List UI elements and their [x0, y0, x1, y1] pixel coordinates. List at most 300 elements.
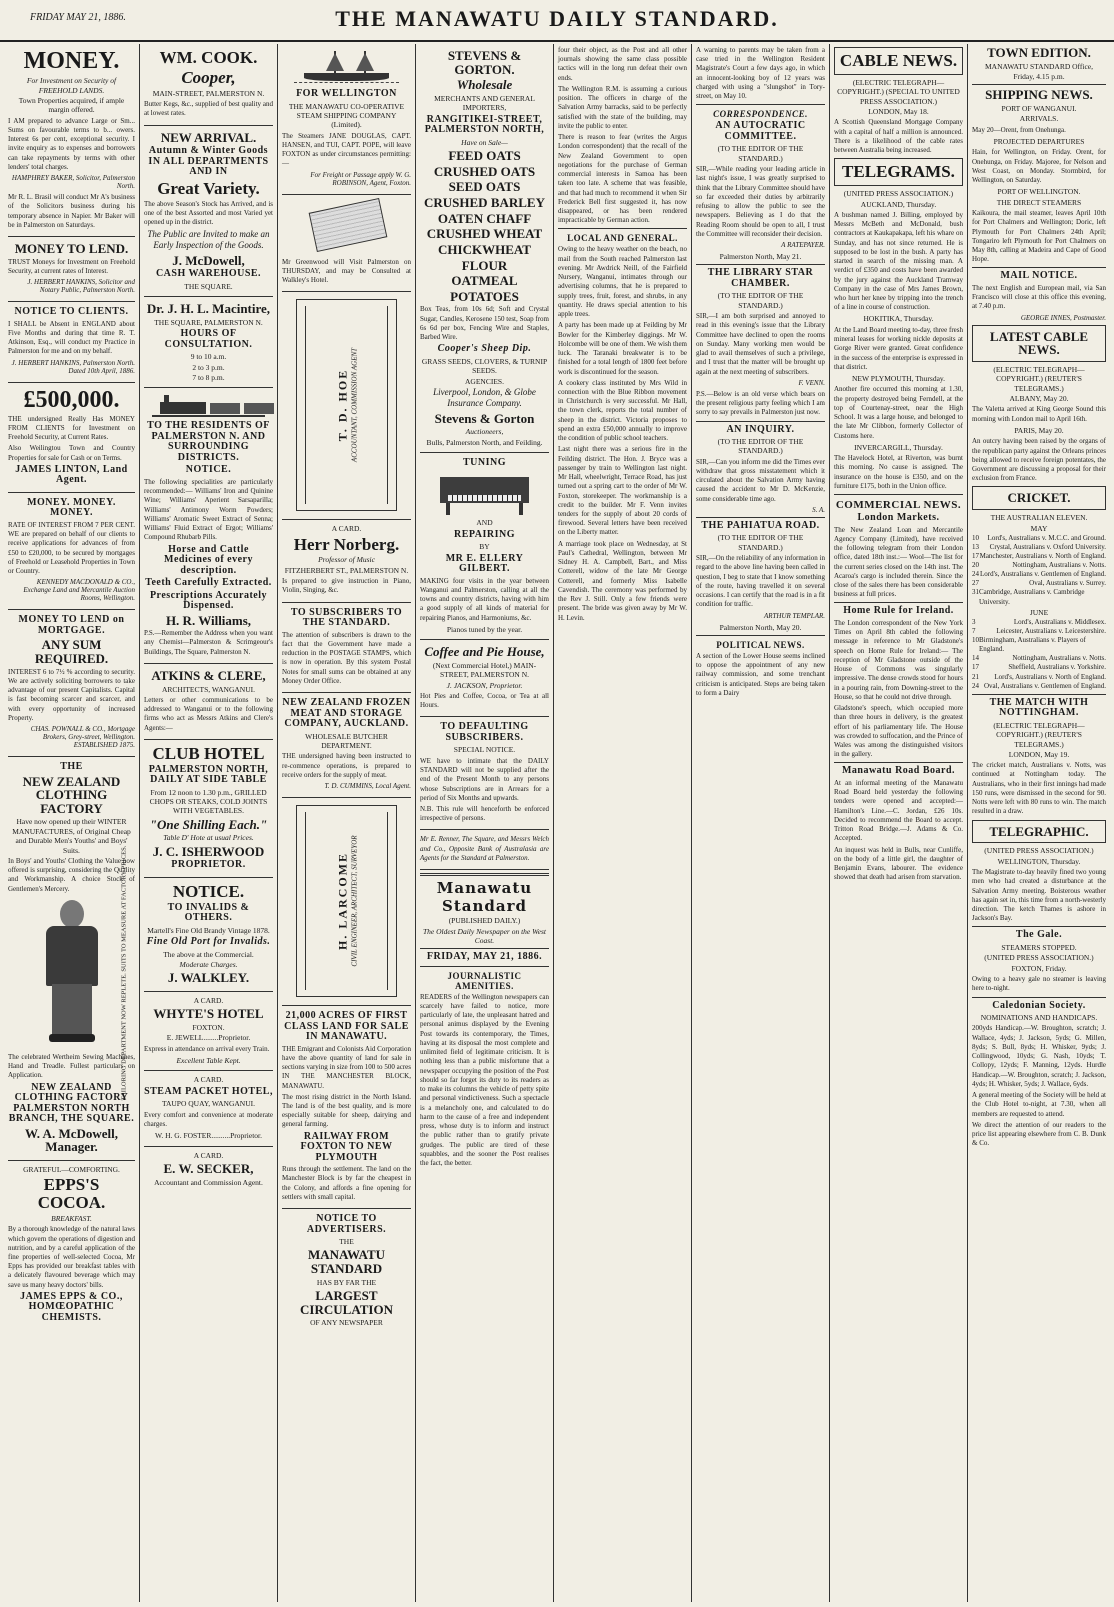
norberg-addr: FITZHERBERT ST., PALMERSTON N.	[284, 565, 409, 575]
cricket-heading: CRICKET.	[1007, 490, 1071, 506]
sum-heading: ANY SUM REQUIRED.	[34, 637, 109, 666]
sg-heading: STEVENS & GORTON.	[447, 48, 522, 77]
vertical-card-1	[296, 299, 397, 511]
atkins-sub: ARCHITECTS, WANGANUI.	[162, 684, 255, 694]
auckland-date: AUCKLAND, Thursday.	[860, 199, 937, 209]
adv-name: MANAWATU STANDARD	[307, 1247, 386, 1277]
clothing-the: THE	[60, 761, 83, 773]
road-board-body: At an informal meeting of the Manawatu Road Board held yesterday the following tenders were opened and accepted:— Hamilton's Line.—C. Jordan, £26 10s. Decided to recommend the Board to accept. Tritton Road Bridge.—J. Adams & Co. Accepted.	[834, 778, 963, 843]
ad-coffee-pie	[420, 640, 549, 717]
cook-addr: MAIN-STREET, PALMERSTON N.	[152, 88, 265, 98]
invercargill-body: The Havelock Hotel, at Riverton, was burnt this morning. No cause is assigned. The insurance on the house is £350, and on the furniture £175, both in the Union office.	[834, 454, 963, 490]
card-label-4: A CARD.	[331, 524, 362, 534]
direct-body: Kaikoura, the mail steamer, leaves April 10th for Port Chalmers and Wellington; Doric, left Plymouth for Port Chalmers 24th April; Tongariro left Plymouth for Port Chalmers on May 8th, calling at Madeira and Cape of Good Hope.	[972, 209, 1106, 264]
nz-sign: T. D. CUMMINS, Local Agent.	[324, 782, 411, 791]
adv-heading: NOTICE TO ADVERTISERS.	[306, 1213, 387, 1235]
fixture-row: 24 Oval, Australians v. Gentlemen of England.	[972, 681, 1106, 690]
clothing-side-text: TAILORING DEPARTMENT NOW REPLETE. SUITS TO MEASURE AT FACTORY PRICES.	[120, 846, 128, 1101]
cook-name: WM. COOK.	[159, 48, 258, 67]
norberg-body: Is prepared to give instruction in Piano, Violin, Singing, &c.	[282, 577, 411, 595]
whytes-heading: WHYTE'S HOTEL	[153, 1006, 264, 1022]
mmm-heading: MONEY. MONEY. MONEY.	[27, 496, 116, 519]
gale-date: FOXTON, Friday.	[1011, 963, 1067, 973]
coffee-sub: (Next Commercial Hotel,) MAIN-STREET, PALMERSTON N.	[432, 660, 537, 680]
pahiatua-date: Palmerston North, May 20.	[719, 622, 802, 632]
auction-sub: Auctioneers,	[465, 427, 504, 437]
arrivals-body: May 20—Orent, from Onehunga.	[972, 125, 1066, 134]
clothing-body: In Boys' and Youths' Clothing the Value now offered is surprising, considering the Quality and Workmanship. A choice Stock of Gentlemen's Mercery.	[8, 856, 135, 893]
cable-sub: (ELECTRIC TELEGRAPH—COPYRIGHT.) (SPECIAL TO UNITED PRESS ASSOCIATION.)	[837, 77, 960, 106]
editorial-continued: four their object, as the Post and all other journals showing the same class possible tactics will in the long run defeat their own ends.	[558, 46, 687, 82]
arrival-big: Great Variety.	[157, 178, 260, 198]
home-rule-body: The London correspondent of the New York Times on April 8th cabled the following message in reference to Mr Gladstone's speech on Home Rule for Ireland:— The reception of Mr Gladstone outside of the House of Commons was singularly impressive. The dense crowds stood for hours in a pouring rain, from Downing-street to the House, so that he could not drive through.	[834, 618, 963, 701]
local-body-3: A cookery class instituted by Mrs Wild in connection with the Blue Ribbon movement in Christchurch is very successful. Mr Hall, the town clerk, reports the total number of sheep in the district. Victoria proposes to spend an extra £50,000 annually to improve the condition of public school teachers.	[558, 378, 687, 443]
new-plymouth-date: NEW PLYMOUTH, Thursday.	[851, 374, 946, 383]
big-body: THE undersigned Really Has MONEY FROM CLIENTS for Investment on Freehold Security, at Current Rates.	[8, 414, 135, 442]
tuning-by: BY	[479, 542, 490, 552]
home-rule-heading: Home Rule for Ireland.	[843, 605, 954, 617]
local-body-2: A party has been made up at Feilding by Mr Bowler for the Kimberley diggings. Mr W. Holcombe will be one of them. We wish them luck. The Taranaki breakwater is to be finished for a total length of 1800 feet before work is discontinued for the season.	[558, 321, 687, 376]
sg-item: FLOUR	[461, 257, 508, 273]
arrivals-label: ARRIVALS.	[1019, 114, 1059, 124]
rail-body: Runs through the settlement. The land on the Manchester Block is by far the cheapest in the Colony, and affords a fine opening for settlers with small capital.	[282, 1165, 411, 1201]
atkins-body: Letters or other communications to be addressed to Wanganui or to the following firms who act as Messrs Atkins and Clere's Agents:—	[144, 695, 273, 732]
ad-wm-cook	[144, 44, 273, 126]
residents-heading: TO THE RESIDENTS OF PALMERSTON N. AND SURROUNDING DISTRICTS.	[147, 420, 270, 463]
liverpool: Liverpool, London, & Globe Insurance Company.	[433, 387, 536, 409]
inquiry-sign: S. A.	[812, 505, 825, 514]
defaulting-nb: N.B. This rule will henceforth be enforced irrespective of persons.	[420, 804, 549, 823]
gilbert-body: MAKING four visits in the year between Wanganui and Palmerston, calling at all the towns and country districts, having with him a good supply of all kinds of material for repairing Pianos, and Harmoniums, &c.	[420, 576, 549, 622]
label-illustration	[282, 201, 411, 255]
fixture-row: 7 Leicester, Australians v. Leicestershire.	[972, 627, 1106, 636]
cable-news-box	[834, 47, 963, 75]
repairing-heading: REPAIRING	[454, 528, 515, 540]
local-body-5: A marriage took place on Wednesday, at St Paul's Cathedral, Wellington, between Mr Sidney H. A. Campbell, Bart., and Miss Cotterell, widow of the late Mr George Cotterell, and formerly Miss Isabelle Cavendish. The ceremony was performed by the Rev J. Still. Only a few friends were present. The bride was given away by Mr W. H. Levin.	[558, 539, 687, 622]
sg-sub-2: MERCHANTS AND GENERAL IMPORTERS,	[434, 93, 535, 113]
ad-greenwood	[282, 195, 411, 293]
club-sub: PALMERSTON NORTH, DAILY AT SIDE TABLE	[148, 763, 269, 786]
gilbert-body-2: Pianos tuned by the year.	[446, 624, 523, 634]
albany-body: The Valetta arrived at King George Sound this morning with London mail to April 16th.	[972, 405, 1106, 423]
sg-item: CRUSHED BARLEY	[424, 194, 545, 210]
gale-heading: The Gale.	[1015, 929, 1063, 941]
ad-secker	[144, 1147, 273, 1192]
invalids-body-2: The above at the Commercial.	[163, 949, 254, 959]
adv-big: LARGEST CIRCULATION	[300, 1288, 393, 1317]
ad-frozen-meat	[282, 693, 411, 798]
sg-item: POTATOES	[450, 288, 519, 304]
telegraphic-sub: (UNITED PRESS ASSOCIATION.)	[984, 846, 1094, 856]
telegrams-body: A bushman named J. Billing, employed by Messrs McBeth and McDonald, bush contractors at Kaukapakapa, left his whare on Sunday, and has not since returned. He is supposed to be lost in the bush. A party has started in search of the missing man. A verdict of £350 and costs have been awarded by the jury against the Auckland Tramway Company in the case of Mrs James Brown, who hurt her knee by tripping into the trench of a line in course of construction.	[834, 210, 963, 312]
epps-body: By a thorough knowledge of the natural laws which govern the operations of digestion and nutrition, and by a careful application of the fine properties of well-selected Cocoa, Mr Epps has provided our breakfast tables with a delicately flavoured beverage which may save us many heavy doctors' bills.	[8, 1225, 135, 1289]
steam-prop: W. H. G. FOSTER..........Proprietor.	[154, 1131, 263, 1141]
journal-heading: JOURNALISTIC AMENITIES.	[447, 970, 522, 991]
caledonian-sub: NOMINATIONS AND HANDICAPS.	[980, 1013, 1098, 1023]
epps-heading: EPPS'S COCOA.	[37, 1175, 106, 1213]
club-heading: CLUB HOTEL	[152, 743, 265, 763]
clients-body: I SHALL be Absent in ENGLAND about Five Months and during that time R. T. Atkinson, Esq., will conduct my Practice in Palmerston for me and on my behalf.	[8, 319, 135, 356]
gale-body: Owing to a heavy gale no steamer is leaving here to-night.	[972, 975, 1106, 993]
ad-norberg	[282, 520, 411, 602]
column-2	[140, 44, 278, 1602]
political-body: A section of the Lower House seems inclined to oppose the appointment of any new railway commission, and some trenchant criticism is anticipated. Steps are being taken to form a Dairy	[696, 651, 825, 697]
invalids-body: Martell's Fine Old Brandy Vintage 1878.	[147, 925, 270, 935]
paris-date: PARIS, May 20.	[1014, 425, 1064, 435]
ad-invalids	[144, 878, 273, 992]
greenwood-body: Mr Greenwood will Visit Palmerston on THURSDAY, and may be Consulted at Walkley's Hotel.	[282, 257, 411, 285]
column-8	[968, 44, 1110, 1602]
telegrams-heading: TELEGRAMS.	[842, 162, 955, 182]
invercargill-date: INVERCARGILL, Thursday.	[854, 442, 943, 452]
sg-sub: Wholesale	[456, 77, 513, 93]
ad-macintire	[144, 297, 273, 388]
pahiatua-body: SIR,—On the reliability of any information in regard to the above line having been called in question, I beg to state that I know something of the route, having travelled it on several occasions. I can certify that the road is in a fit condition for traffic.	[696, 554, 825, 609]
vcard1-name: T. D. HOE	[335, 369, 349, 442]
clothing-body-2: The celebrated Wertheim Sewing Machines, Hand and Treadle. Fullest particulars on Application.	[8, 1052, 135, 1080]
departures-body: Hain, for Wellington, on Friday. Orent, for Onehunga, on Friday. Majoree, for Nelson and West Coast, on Monday. Stormbird, for Wellington, on Saturday.	[972, 148, 1106, 185]
telegrams-sub: (UNITED PRESS ASSOCIATION.)	[843, 189, 954, 199]
sheep-sub: GRASS SEEDS, CLOVERS, & TURNIP SEEDS.	[421, 356, 548, 376]
masthead	[0, 0, 1114, 42]
telegraphic-box	[972, 820, 1106, 844]
ad-subscribers	[282, 603, 411, 693]
steam-heading: STEAM PACKET HOTEL,	[144, 1085, 273, 1097]
coop-body: THE MANAWATU CO-OPERATIVE STEAM SHIPPING COMPANY (Limited).	[288, 101, 405, 130]
coffee-heading: Coffee and Pie House,	[424, 644, 545, 660]
library-to: (TO THE EDITOR OF THE STANDARD.)	[717, 291, 804, 310]
caledonian-body-2: A general meeting of the Society will be held at the Club Hotel to-night, at 7.30, when all members are requested to attend.	[972, 1091, 1106, 1118]
fixture-row: 20 Nottingham, Australians v. Notts.	[972, 561, 1106, 570]
vcard1-sub: ACCOUNTANT, COMMISSION AGENT	[350, 348, 358, 463]
inquest-body: An inquest was held in Bulls, near Cunliffe, on the body of a little girl, the daughter of Benjamin Evans, labourer. The evidence showed that death had arisen from starvation.	[834, 845, 963, 882]
whytes-sub: FOXTON.	[192, 1023, 225, 1033]
hokitika-date: HOKITIKA, Thursday.	[863, 314, 934, 324]
residents-body: The following specialities are particularly recommended:— Williams' Iron and Quinine Wine; Williams' Aperient Sarsaparilla; Williams' Antimony Worm Powders; Williams' Aromatic Sweet Extract of Senna; Williams' Fluid Extract of Ergot; Williams' Compound Rhubarb Pills.	[144, 477, 273, 542]
pahiatua-to: (TO THE EDITOR OF THE STANDARD.)	[717, 533, 804, 552]
residents-notice: NOTICE.	[185, 464, 232, 476]
may-label: MAY	[1030, 523, 1048, 533]
match-body: The cricket match, Australians v. Notts, was continued at Nottingham today. The Australians, who in their first innings had made 150 runs, were dismissed in the second for 90. Notts were left with 80 runs to win. The match resulted in a draw.	[972, 761, 1106, 816]
coop-agent: For Freight or Passage apply W. G. ROBINSON, Agent, Foxton.	[310, 170, 411, 187]
subs-heading: TO SUBSCRIBERS TO THE STANDARD.	[290, 606, 403, 629]
mmm-body: RATE OF INTEREST FROM 7 PER CENT. WE are prepared on behalf of our clients to receive applications for advances of from £50 to £20,000, to be secured by mortgages of Freehold or Leasehold Properties in Town or Country.	[8, 520, 135, 576]
gladstone-body: Gladstone's speech, which occupied more than three hours in delivery, is the greatest effort of his parliamentary life. The House was crowded to suffocation, and the Prince of Wales was among the distinguished visitors in the gallery.	[834, 704, 963, 759]
mcdowell-sub: CASH WAREHOUSE.	[155, 268, 262, 280]
walkley-name: J. WALKLEY.	[167, 970, 250, 986]
macintire-name: Dr. J. H. L. Macintire,	[146, 301, 271, 317]
steam-body: Every comfort and convenience at moderate charges.	[144, 1110, 273, 1128]
steamer-illustration	[294, 49, 399, 87]
june-label: JUNE	[1029, 607, 1049, 617]
mail-body: The next English and European mail, via San Francisco will close at this office this evening, at 7.40 p.m.	[972, 283, 1106, 311]
shipping-heading: SHIPPING NEWS.	[985, 87, 1093, 103]
new-plymouth-body: Another fire occurred this morning at 1.30, the property destroyed being Ferndell, at the top of Courtenay-street, near the High School. It was a large house, and belonged to the late Mr Clibbon, formerly Collector of Customs here.	[834, 385, 963, 440]
arrival-body: The above Season's Stock has Arrived, and is one of the best Assorted and most Varied yet opened up in the district.	[144, 199, 273, 226]
ad-clothing-factory	[8, 757, 135, 1161]
whytes-prop: E. JEWELL........Proprietor.	[166, 1033, 251, 1043]
gale-sub: STEAMERS STOPPED.	[1001, 942, 1077, 952]
agent-note	[420, 830, 549, 870]
pahiatua-heading: THE PAHIATUA ROAD.	[701, 519, 820, 531]
fixtures-june	[972, 618, 1106, 691]
sg-item: CRUSHED WHEAT	[426, 226, 543, 242]
departures-label: PROJECTED DEPARTURES	[993, 137, 1085, 147]
tuning-heading: TUNING	[462, 456, 506, 468]
macintire-h2: 2 to 3 p.m.	[192, 362, 225, 372]
masthead-title: THE MANAWATU DAILY STANDARD.	[335, 6, 779, 31]
norberg-heading: Herr Norberg.	[293, 534, 400, 554]
correspondence-heading: CORRESPONDENCE.	[713, 109, 808, 120]
column-3	[278, 44, 416, 1602]
invalids-moderate: Moderate Charges.	[179, 960, 238, 970]
agent-note-text: Mr E. Renner, The Square, and Messrs Welch and Co., Opposite Bank of Australasia are Agents for the Standard at Palmerston.	[420, 835, 549, 862]
nz-heading: NEW ZEALAND FROZEN MEAT AND STORAGE COMPANY, AUCKLAND.	[282, 697, 411, 730]
sg-item: CHICKWHEAT	[438, 241, 531, 257]
tuning-and: AND	[476, 518, 493, 528]
latest-cable-box	[972, 325, 1106, 362]
sum-sign: CHAS. POWNALL & CO., Mortgage Brokers, Grey-street, Wellington. ESTABLISHED 1875.	[30, 725, 135, 750]
sheep-heading: Cooper's Sheep Dip.	[437, 343, 532, 355]
arrival-sub: Autumn & Winter Goods IN ALL DEPARTMENTS AND IN	[148, 145, 269, 178]
commercial-heading: COMMERCIAL NEWS.	[835, 499, 962, 512]
cook-body: Butter Kegs, &c., supplied of best quality and at lowest rates.	[144, 100, 273, 118]
rail-heading: RAILWAY FROM FOXTON TO NEW PLYMOUTH	[300, 1130, 393, 1163]
autocratic-date: Palmerston North, May 21.	[719, 252, 802, 262]
money-sign: HAMPHREY BAKER, Solicitor, Palmerston North.	[11, 174, 135, 191]
ad-whytes-hotel	[144, 992, 273, 1071]
fixture-row: 24 Lord's, Australians v. Gentlemen of England.	[972, 570, 1106, 579]
cable-heading: CABLE NEWS.	[839, 51, 958, 70]
fixture-row: 10 Lord's, Australians v. M.C.C. and Ground.	[972, 533, 1106, 542]
sg-have: Have on Sale—	[461, 137, 508, 147]
nz-body: THE undersigned having been instructed to re-commence operations, is prepared to receive orders for the supply of meat.	[282, 752, 411, 779]
invalids-port: Fine Old Port for Invalids.	[146, 936, 271, 948]
ad-notice-clients	[8, 302, 135, 382]
clothing-heading: NEW ZEALAND CLOTHING FACTORY	[22, 773, 121, 816]
fixtures-may	[972, 534, 1106, 607]
cable-london-date: LONDON, May 18.	[868, 106, 929, 116]
isherwood-sub: PROPRIETOR.	[171, 859, 246, 871]
big-body-2: Also Weilingtou Town and Country Properties for sale for Cash or on Terms.	[8, 444, 135, 462]
fixture-row: 3 Lord's, Australians v. Middlesex.	[972, 618, 1106, 626]
paper-oldest: The Oldest Daily Newspaper on the West Coast.	[422, 926, 547, 945]
ad-epps-cocoa	[8, 1161, 135, 1330]
big-heading: £500,000.	[23, 386, 120, 413]
clothing-manager: W. A. McDowell, Manager.	[24, 1125, 119, 1155]
sg-item: OATEN CHAFF	[437, 210, 532, 226]
williams-ps: P.S.—Remember the Address when you want any Chemist—Palmerston & Scrimgeour's Buildings, The Square, Palmerston N.	[144, 629, 273, 656]
ad-vcard-2	[282, 798, 411, 1006]
ad-vcard-1	[282, 292, 411, 520]
autocratic-sign: A RATEPAYER.	[781, 241, 825, 250]
paper-name: Manawatu Standard	[436, 879, 533, 916]
card-label-2: A CARD.	[193, 1075, 224, 1085]
fixture-row: 27 Oval, Australians v. Surrey.	[972, 579, 1106, 588]
defaulting-body: WE have to intimate that the DAILY STANDARD will not be supplied after the end of the Present Month to any persons whose Subscriptions are in Arrears for a period of Six Months and upwards.	[420, 756, 549, 802]
cricket-sub: THE AUSTRALIAN ELEVEN.	[990, 513, 1088, 523]
paper-date: FRIDAY, MAY 21, 1886.	[426, 951, 543, 963]
fixture-row: 31 Cambridge, Australians v. Cambridge University.	[972, 588, 1085, 606]
sg-addr: RANGITIKEI-STREET, PALMERSTON NORTH,	[424, 113, 545, 136]
latest-cable-sub: (ELECTRIC TELEGRAPH—COPYRIGHT.) (REUTER'S TELEGRAMS.)	[993, 364, 1085, 393]
sg-item: OATMEAL	[451, 273, 518, 289]
clothing-sub: Have now opened up their WINTER MANUFACTURES, of Original Cheap and Durable Men's Youths' and Boys' Suits.	[12, 817, 131, 855]
ad-club-hotel	[144, 740, 273, 878]
piano-illustration	[440, 471, 529, 515]
ad-500000	[8, 383, 135, 493]
invalids-heading: TO INVALIDS & OTHERS.	[167, 901, 250, 924]
ad-money-money	[8, 493, 135, 610]
clothing-sign: NEW ZEALAND CLOTHING FACTORY PALMERSTON NORTH BRANCH, THE SQUARE.	[8, 1081, 135, 1125]
isherwood-name: J. C. ISHERWOOD	[152, 843, 265, 859]
epps-sub: BREAKFAST.	[51, 1213, 92, 1223]
inquiry-heading: AN INQUIRY.	[726, 423, 795, 435]
port-wellington: PORT OF WELLINGTON.	[997, 187, 1081, 197]
adv-the: THE	[339, 1237, 354, 1247]
column-4	[416, 44, 554, 1602]
caledonian-body: 200yds Handicap.—W. Broughton, scratch; J. Wallace, 4yds; J. Jackson, 5yds; G. Millen, 8yds; S. Bull, 8yds; H. Whisker, 9yds; J. Collingwood, 10yds; G. Nash, 10yds; T. Collopy, 12yds; F. Manning, 12yds. Hurdle Handicap.—W. Broughton, scratch; J. Jackson, 4yds; H. Whisker, 5yds; J. Wallace, 6yds.	[972, 1024, 1106, 1088]
club-shilling: "One Shilling Each."	[149, 816, 268, 832]
autocratic-heading: AN AUTOCRATIC COMMITTEE.	[715, 120, 806, 142]
library-body: SIR,—I am both surprised and annoyed to read in this evening's issue that the Library Committee have declined to open the rooms on Sunday. Many working men would be glad to avail themselves of such a privilege, and I trust that the matter will be brought up again at the next meeting of subscribers.	[696, 312, 825, 376]
caledonian-heading: Caledonian Society.	[992, 999, 1086, 1011]
adv-sub: HAS BY FAR THE	[316, 1277, 377, 1287]
wellington-heading: FOR WELLINGTON	[296, 88, 397, 99]
macintire-h3: 7 to 8 p.m.	[192, 373, 225, 382]
williams-sign: H. R. Williams,	[165, 612, 252, 628]
paper-published: (PUBLISHED DAILY.)	[448, 916, 521, 926]
fixture-row: 17 Sheffield, Australians v. Yorkshire.	[972, 663, 1106, 672]
ad-atkins-clere	[144, 664, 273, 740]
ad-defaulting	[420, 717, 549, 830]
commercial-body: The New Zealand Loan and Mercantile Agency Company (Limited), have received the following telegram from their London office, dated 18th inst.:— Wool—The list for the current series closed on the 14th inst. The Acaroa's cargo is included therein. Since the close of the sales there has been considerable business at full prices.	[834, 525, 963, 599]
telegraphic-body: The Magistrate to-day heavily fined two young men who had created a disturbance at the Salvation Army meeting. Boisterous weather has again set in, this time from a north-westerly direction. The ketch Thames is ashore in Jackson's Bay.	[972, 868, 1106, 923]
ad-land-sale	[282, 1006, 411, 1209]
mail-heading: MAIL NOTICE.	[1000, 270, 1078, 282]
agencies: AGENCIES.	[465, 376, 504, 386]
arrival-invite: The Public are Invited to make an Early Inspection of the Goods.	[147, 229, 270, 251]
arrival-heading: NEW ARRIVAL.	[160, 129, 257, 145]
notice-heading: NOTICE.	[172, 881, 245, 901]
ad-advertisers	[282, 1209, 411, 1333]
inquiry-body: SIR,—Can you inform me did the Times ever withdraw that gross misstatement which it circulated about the Salvation Army having caused the accident to Mr D. McKenzie, some considerable time ago.	[696, 457, 825, 503]
mmm-sign: KENNEDY MACDONALD & CO., Exchange Land and Mercantile Auction Rooms, Wellington.	[23, 578, 135, 603]
lend-sign: J. HERBERT HANKINS, Solicitor and Notary Public, Palmerston North.	[27, 278, 135, 295]
gale-to: (UNITED PRESS ASSOCIATION.)	[984, 953, 1094, 963]
money-body: I AM prepared to advance Large or Sm... Sums on favourable terms to b... owers. Interest 6s per cent, exceptional security. I invite enquiry as to expenses and borrowers can take repayments by terms with other lenders' total charges.	[8, 116, 135, 171]
warning-item: A warning to parents may be taken from a case tried in the Wellington Resident Magistrate's Court a few days ago, in which an innocent-looking boy of 12 years was charged with using a "slungshot" in Tory-street, on May 10.	[696, 46, 825, 101]
nz-sub: WHOLESALE BUTCHER DEPARTMENT.	[305, 731, 388, 750]
club-table: Table D' Hote at usual Prices.	[163, 833, 254, 843]
telegraphic-heading: TELEGRAPHIC.	[989, 823, 1089, 839]
lend-body: TRUST Moneys for Investment on Freehold Security, at current rates of Interest.	[8, 257, 135, 275]
hokitika-body: At the Land Board meeting to-day, three fresh mineral leases for working nickle deposits at Gorge River were granted. Great confidence in the success of the enterprise is expressed in that district.	[834, 325, 964, 371]
inquiry-to: (TO THE EDITOR OF THE STANDARD.)	[717, 437, 804, 456]
local-body-4: Last night there was a serious fire in the Feilding district. The Hon. J. Bryce was a passenger by train to Wellington last night. Mr Hall, wheelwright, Terrace Road, has just turned out a spring cart to the order of Mr W. Foxton, storekeeper. The workmanship is a credit to the builder. Mr F. Venn invites tenders for the supply of about 20 cords of firewood. Several letters have been received on the Liberty matter.	[558, 445, 687, 537]
epps-sign: JAMES EPPS & CO., HOMŒOPATHIC CHEMISTS.	[20, 1290, 123, 1323]
land-body: THE Emigrant and Colonists Aid Corporation have the above quantity of land for sale in sections varying in size from 100 to 500 acres IN THE MANCHESTER BLOCK, MANAWATU.	[282, 1044, 411, 1090]
fixture-row: 13 Crystal, Australians v. Oxford University.	[972, 542, 1106, 551]
library-sign: F. VENN.	[798, 378, 825, 387]
wellington-item: The Wellington R.M. is assuming a curious position. The officers in charge of the Salvation Army barracks, said to be perfectly satisfied with the state of the building, may invite the public to enter.	[558, 84, 687, 130]
road-board-heading: Manawatu Road Board.	[841, 765, 956, 777]
fixture-row: 10 Birmingham, Australians v. Players of England.	[972, 636, 1086, 654]
port-wanganui: PORT OF WANGANUI.	[1001, 104, 1077, 114]
albany-date: ALBANY, May 20.	[1009, 394, 1069, 404]
fixture-row: 21 Lord's, Australians v. North of England.	[972, 672, 1106, 681]
masthead-date: FRIDAY MAY 21, 1886.	[30, 12, 126, 23]
whytes-body: Express in attendance on arrival every Train.	[144, 1044, 270, 1053]
cable-body: A Scottish Queensland Mortgage Company with a capital of half a million is announced. There is a likelihood of the cable rates between Australia being increased.	[834, 118, 963, 155]
coffee-body: Hot Pies and Coffee, Cocoa, or Tea at all Hours.	[420, 691, 549, 710]
match-sub: (ELECTRIC TELEGRAPH—COPYRIGHT.) (REUTER'S TELEGRAMS.)	[993, 720, 1085, 749]
coffee-prop: J. JACKSON, Proprietor.	[446, 680, 523, 690]
town-edition-time: Friday, 4.15 p.m.	[1013, 72, 1065, 82]
library-heading: THE LIBRARY STAR CHAMBER.	[707, 267, 814, 289]
card-label-1: A CARD.	[193, 996, 224, 1006]
ad-steam-packet	[144, 1071, 273, 1146]
boy-illustration	[16, 896, 127, 1051]
column-5	[554, 44, 692, 1602]
ad-williams-chemist	[144, 388, 273, 663]
autocratic-body: SIR,—While reading your leading article in last night's issue, I was greatly surprised to think that the Library Committee should have so far exceeded their duties by arbitrarily refusing to allow the public to see the newspapers. Believing as I do that the Reading Room should be open to all, I trust the Committee will reconsider their decision.	[696, 165, 825, 238]
macintire-hours: HOURS OF CONSULTATION.	[164, 328, 253, 350]
sum-body: INTEREST 6 to 7½ % according to security. We are actively soliciting borrowers to take advantage of our present Capitalists. Capital is fast becoming scarcer and scarcer, and with every opportunity of increased Property.	[8, 667, 135, 722]
macintire-h1: 9 to 10 a.m.	[190, 352, 227, 362]
prescriptions-heading: Prescriptions Accurately Dispensed.	[149, 589, 268, 612]
teeth-heading: Teeth Carefully Extracted.	[145, 577, 272, 589]
money-notice: Mr R. L. Brasil will conduct Mr A's business of the Solicitors business during his temporary absence in Napier. Mr Baker will be in Palmerston on Saturdays.	[8, 193, 135, 229]
autocratic-to: (TO THE EDITOR OF THE STANDARD.)	[717, 144, 804, 163]
german-item: There is reason to fear (writes the Argus London correspondent) that the recall of the New Zealand Government to open negotiations for the purchase of German commercial interests in Samoa has been taken too late. A scheme that was feasible, and that had much to recommend it when Sir Frederick Bell first suggested it, has now disappeared, or has been rendered impracticable by German action.	[558, 133, 687, 225]
ad-money	[8, 44, 135, 237]
clients-sign: J. HERBERT HANKINS, Palmerston North. Dated 10th April, 1886.	[11, 358, 135, 375]
big-sign: JAMES LINTON, Land Agent.	[15, 463, 128, 486]
auction-heading: Stevens & Gorton	[434, 410, 535, 426]
lend2-heading: MONEY TO LEND on MORTGAGE.	[18, 614, 125, 636]
vertical-card-2	[296, 805, 397, 997]
defaulting-sub: SPECIAL NOTICE.	[453, 745, 516, 755]
cricket-box	[972, 486, 1106, 510]
telegraphic-date: WELLINGTON, Thursday.	[997, 856, 1081, 866]
club-body: From 12 noon to 1.30 p.m., GRILLED CHOPS OR STEAKS, COLD JOINTS WITH VEGETABLES.	[149, 787, 268, 816]
sg-item: SEED OATS	[448, 179, 521, 195]
money-heading: MONEY.	[23, 48, 120, 74]
sg-item: FEED OATS	[448, 148, 521, 164]
secker-sub: Accountant and Commission Agent.	[154, 1177, 263, 1187]
steam-sub: TAUPO QUAY, WANGANUI.	[161, 1099, 256, 1109]
ad-new-arrival	[144, 126, 273, 298]
vcard2-name: H. LARCOME	[335, 852, 349, 951]
card-label-3: A CARD.	[193, 1150, 224, 1160]
ad-tuning	[420, 453, 549, 640]
coop-ship: The Steamers JANE DOUGLAS, CAPT. HANSEN, and TUI, CAPT. POPE, will leave FOXTON as under circumstances permitting:—	[282, 131, 411, 168]
adv-any: OF ANY NEWSPAPER	[310, 1318, 383, 1328]
library-ps: P.S.—Below is an old verse which bears on the present religious party feeling which I am sorry to say prevails in Palmerston just now.	[696, 389, 825, 417]
ad-money-to-lend	[8, 237, 135, 302]
train-illustration	[152, 393, 265, 419]
lend-heading: MONEY TO LEND.	[14, 241, 129, 257]
defaulting-heading: TO DEFAULTING SUBSCRIBERS.	[440, 721, 529, 743]
commercial-sub: London Markets.	[857, 512, 940, 524]
land-body-2: The most rising district in the North Island. The land is of the best quality, and is more especially suitable for sheep, dairying and general farming.	[282, 1092, 411, 1129]
vcard2-sub: CIVIL ENGINEER, ARCHITECT, SURVEYOR	[350, 835, 358, 967]
direct-steamers: THE DIRECT STEAMERS	[996, 197, 1082, 207]
cook-sub: Cooper,	[181, 67, 236, 87]
secker-heading: E. W. SECKER,	[163, 1160, 254, 1176]
ad-stevens-gorton	[420, 44, 549, 453]
